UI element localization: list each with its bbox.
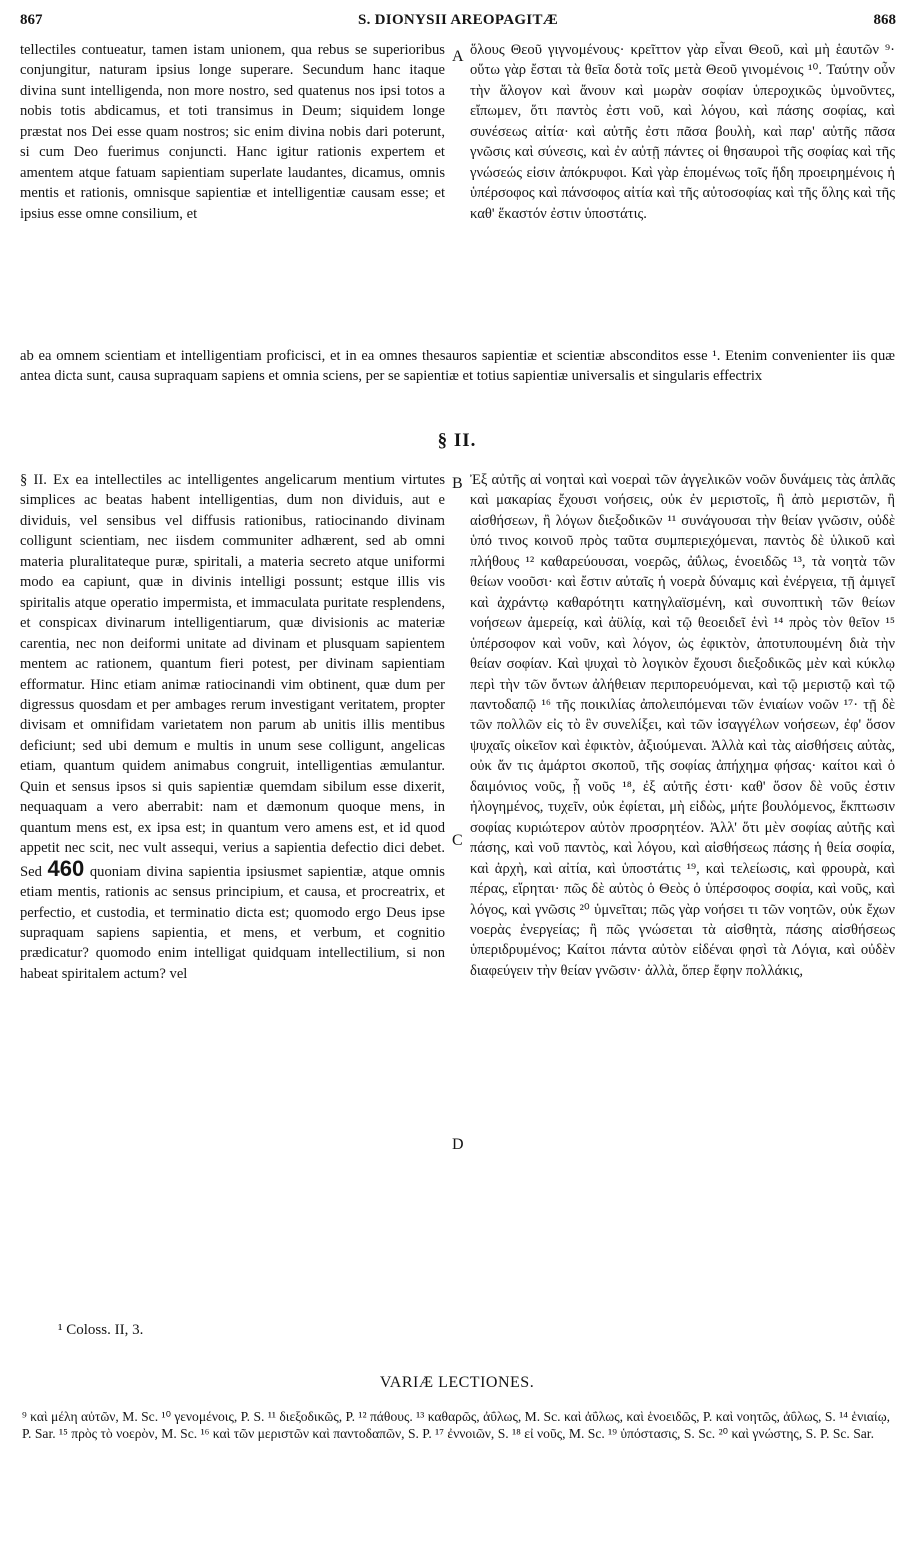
- footnote: ¹ Coloss. II, 3.: [58, 1322, 144, 1338]
- column-number: 460: [47, 855, 85, 881]
- latin-continuation: ab ea omnem scientiam et intelligentiam proficisci, et in ea omnes thesauros sapientiæ et scientiæ absconditos esse ¹. Etenim convenienter iis quæ antea dicta sunt, causa supraquam sapiens et omnia sciens, per se sapientiæ et totius sapientiæ universalis et singularis effectrix: [20, 348, 895, 385]
- latin-paragraph-2: [20, 470, 445, 984]
- margin-letter-c: C: [452, 832, 463, 849]
- running-title: S. DIONYSII AREOPAGITÆ: [357, 12, 559, 28]
- margin-letter-b: B: [452, 475, 463, 492]
- variae-lectiones: [22, 1408, 894, 1442]
- latin-column-block2: [20, 470, 445, 984]
- greek-column-block2: [470, 470, 895, 981]
- section-heading: § II.: [437, 430, 477, 451]
- greek-paragraph-2: Ἐξ αὐτῆς αἱ νοηταὶ καὶ νοεραὶ τῶν ἀγγελικῶν νοῶν δυνάμεις τὰς ἁπλᾶς καὶ μακαρίας ἔχουσι νοήσεις, οὐκ ἐν μεριστοῖς, ἢ ἀπὸ μεριστῶν, ἢ αἰσθήσεων, ἢ λόγων διεξοδικῶν ¹¹ συνάγουσαι τὴν θείαν γνῶσιν, οὐδὲ ὑπό τινος κοινοῦ πρὸς ταῦτα συμπεριεχόμεναι, παντὸς δὲ ὑλικοῦ καὶ πλήθους ¹² καθαρεύουσαι, νοερῶς, ἀΰλως, ἑνοειδῶς ¹³, τὰ νοητὰ τῶν θείων νοοῦσι· καὶ ἔστιν αὐταῖς ἡ νοερὰ δύναμις καὶ ἐνέργεια, τῇ ἀμιγεῖ καὶ ἀχράντῳ καθαρότητι κατηγλαϊσμένη, καὶ συνοπτικὴ τῶν θείων νοήσεων ἀμερείᾳ, καὶ ἀϋλίᾳ, καὶ τῷ θεοειδεῖ ἑνὶ ¹⁴ πρὸς τὸν θεῖον ¹⁵ ὑπέρσοφον καὶ νοῦν, καὶ λόγον, ὡς ἐφικτὸν, ἀποτυπουμένη διὰ τὴν θείαν σοφίαν. Καὶ ψυχαὶ τὸ λογικὸν ἔχουσι διεξοδικῶς μὲν καὶ κύκλῳ περὶ τὴν τῶν ὄντων ἀλήθειαν περιπορευόμεναι, καὶ τῷ μεριστῷ καὶ τῷ παντοδαπῷ ¹⁶ τῆς ποικιλίας ἀπολειπόμεναι τῶν ἑνιαίων νοῶν ¹⁷· τῇ δὲ τῶν πολλῶν εἰς τὸ ἓν συνελίξει, καὶ τῶν ἰσαγγέλων νοήσεων, ἐφ' ὅσον ψυχαῖς οἰκεῖον καὶ ἐφικτὸν, ἀξιούμεναι. Ἀλλὰ καὶ τὰς αἰσθήσεις αὐτὰς, οὐκ ἄν τις ἁμάρτοι σκοποῦ, τῆς σοφίας ἀπήχημα φήσας· καίτοι καὶ ὁ δαιμόνιος νοῦς, ᾗ νοῦς ¹⁸, ἐξ αὐτῆς ἐστι· καθ' ὅσον δὲ νοῦς ἐστιν ἠλογημένος, τυχεῖν, οὐκ ἐφίεται, μὴ εἰδὼς, μήτε βουλόμενος, ἔκπτωσιν σοφίας κυριώτερον αὐτὸν προσρητέον. Ἀλλ' ὅτι μὲν σοφίας αὐτῆς καὶ πάσης, καὶ νοῦ παντὸς, καὶ λόγου, καὶ αἰσθήσεως πάσης ἡ θεία σοφία, καὶ ἀρχὴ, καὶ αἰτία, καὶ ὑποστάτις ¹⁹, καὶ τελείωσις, καὶ φρουρὰ, καὶ πέρας, εἴρηται· πῶς δὲ αὐτὸς ὁ Θεὸς ὁ ὑπέρσοφος σοφία, καὶ νοῦς, καὶ λόγος, καὶ γνῶσις ²⁰ ὑμνεῖται; πῶς γὰρ νοήσει τι τῶν νοητῶν, οὐκ ἔχων νοερὰς ἐνεργείας; ἢ πῶς γνώσεται τὰ αἰσθητὰ, πάσης αἰσθήσεως ὑπεριδρυμένος; Καίτοι πάντα αὐτὸν εἰδέναι φησὶ τὰ Λόγια, καὶ οὐδὲν διαφεύγειν τὴν θείαν γνῶσιν· ἀλλὰ, ὅπερ ἔφην πολλάκις,: [470, 472, 895, 979]
- greek-paragraph: ὅλους Θεοῦ γιγνομένους· κρεῖττον γὰρ εἶναι Θεοῦ, καὶ μὴ ἑαυτῶν ⁹· οὕτω γὰρ ἔσται τὰ θεῖα δοτὰ τοῖς μετὰ Θεοῦ γινομένοις ¹⁰. Ταύτην οὖν τὴν ἄλογον καὶ ἄνουν καὶ μωρὰν σοφίαν ὑπεροχικῶς ὑμνοῦντες, εἴπωμεν, ὅτι παντὸς ἐστι νοῦ, καὶ λόγου, καὶ πάσης σοφίας, καὶ συνέσεως αἰτία· καὶ αὐτῆς ἐστι πᾶσα βουλὴ, καὶ παρ' αὐτῆς πᾶσα γνῶσις καὶ σύνεσις, καὶ ἐν αὐτῇ πάντες οἱ θησαυροὶ τῆς σοφίας καὶ τῆς γνώσεώς εἰσιν ἀπόκρυφοι. Καὶ γὰρ ἑπομένως τοῖς ἤδη προειρημένοις ἡ ὑπέρσοφος καὶ πάνσοφος αἰτία καὶ τῆς αὐτοσοφίας καὶ τῆς ὅλης καὶ τῆς καθ' ἕκαστόν ἐστιν ὑποστάτις.: [470, 42, 895, 222]
- latin-column-block1: [20, 40, 445, 224]
- latin-text-b: quoniam divina sapientia ipsiusmet sapientiæ, atque omnis etiam mentis, rationis ac sensus principium, et causa, et procreatrix, et perfectio, et custodia, et terminatio dicta est; quomodo ergo Deus ipse supraquam sapiens sapientia, et mens, et verbum, et cognitio prædicatur? quomodo enim intelligat quidquam intellectilium, si non habeat spiritalem actum? vel: [20, 863, 445, 982]
- latin-text-a: § II. Ex ea intellectiles ac intelligentes angelicarum mentium virtutes simplices ac beatas habent intelligentias, dum non dividuis, aut e dividuis, vel sensibus vel diffusis rationibus, ratiocinando divinam colligunt scientiam, nec iisdem communiter adhærent, sed ab omni materia pluralitateque puræ, spiritali, a materia secreto atque uniformi modo ea capiunt, quæ in divinis intelligi possunt; estque illis vis spiritalis atque operatio impermista, et immaculata puritate resplendens, et conspicax divinarum intelligentiarum, quæ divisionis ac materiæ carentia, nec non deiformi unitate ad divinam et plusquam sapientem mentem ac rationem, quantum fieri potest, per divinam sapientiam efformatur. Hinc etiam animæ ratiocinandi vim obtinent, quæ dum per digressus quosdam et per ambages rerum investigant veritatem, propter divisam et omnifidam varietatem non parum ab unitis illis mentibus deficiunt; sed ubi demum e multis in unum sese colligunt, angelicas etiam, quantum quidem animabus congruit, intelligentias æmulantur. Quin et sensus ipsos si quis sapientiæ quemdam sibilum esse dixerit, nequaquam a vero aberrabit: nam et dæmonum quoque mens, in quantum mens est, ex ipsa est; in quantum vero amens est, et id quod appetit nec scit, nec vult assequi, verius a sapientia defectio dici debet. Sed: [20, 472, 445, 880]
- variae-lectiones-title: VARIÆ LECTIONES.: [379, 1374, 535, 1391]
- margin-letter-d: D: [452, 1136, 464, 1153]
- running-head: [20, 12, 896, 34]
- variae-lectiones-text: ⁹ καὶ μέλη αὐτῶν, M. Sc. ¹⁰ γενομένοις, P. S. ¹¹ διεξοδικῶς, P. ¹² πάθους. ¹³ καθαρῶς, ἀΰλως, M. Sc. καὶ ἀΰλως, καὶ ἑνοειδῶς, P. καὶ νοητῶς, ἀΰλως, S. ¹⁴ ἑνιαίῳ, P. Sar. ¹⁵ πρὸς τὸ νοερὸν, M. Sc. ¹⁶ καὶ τῶν μεριστῶν καὶ παντοδαπῶν, S. P. ¹⁷ ἐννοιῶν, S. ¹⁸ εἰ νοῦς, M. Sc. ¹⁹ ὑπόστασις, S. Sc. ²⁰ καὶ γνώστης, S. P. Sc. Sar.: [22, 1409, 891, 1441]
- full-width-latin: [20, 346, 895, 387]
- latin-paragraph: tellectiles contueatur, tamen istam unionem, qua rebus se superioribus conjungitur, naturam ipsius longe superare. Secundum hanc itaque divina sunt intelligenda, non more nostro, sed quatenus nos ipsi totos a nobis totis abdicamus, et toti transimus in Deum; siquidem longe præstat nos Dei esse quam nostros; sic enim divina nobis dari poterunt, si cum Deo fuerimus conjuncti. Hanc igitur rationis expertem et amentem atque fatuam sapientiam superlate laudantes, dicamus, omnis mentis et rationis, omnisque sapientiæ et intelligentiæ causam esse; et ipsius esse omne consilium, et: [20, 42, 445, 222]
- page-number-right: 868: [873, 12, 896, 28]
- margin-letter-a: A: [452, 48, 464, 65]
- page-number-left: 867: [20, 12, 43, 28]
- greek-column-block1: [470, 40, 895, 224]
